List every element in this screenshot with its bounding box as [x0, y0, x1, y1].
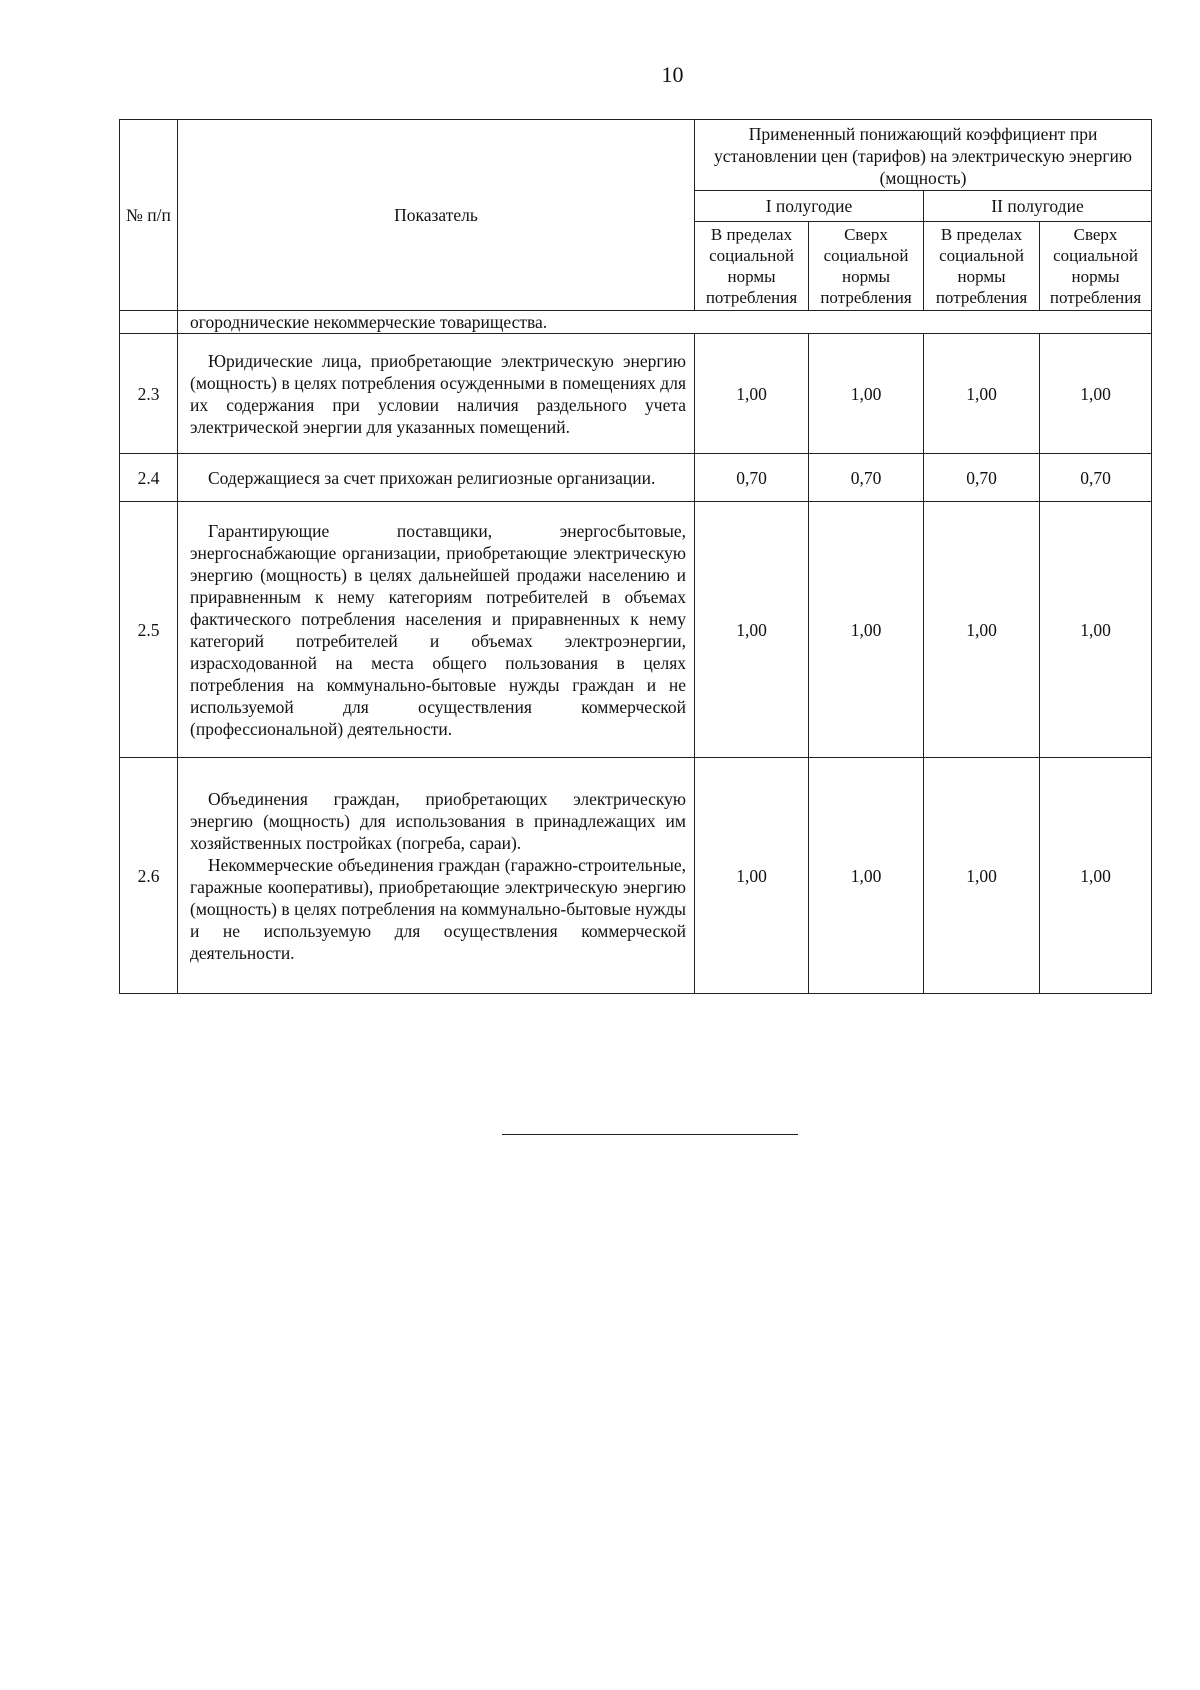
row-value: 1,00 — [924, 502, 1040, 758]
page-number: 10 — [661, 62, 684, 87]
table-row-continuation — [120, 311, 1152, 334]
row-value: 1,00 — [809, 334, 924, 454]
row-num: 2.6 — [120, 758, 178, 994]
header-h1-above: Сверх социальной нормы потребления — [809, 222, 924, 311]
header-h1-within: В пределах социальной нормы потребления — [695, 222, 809, 311]
row-value: 1,00 — [695, 334, 809, 454]
row-indicator-text: Гарантирующие поставщики, энергосбытовые, энергоснабжающие организации, приобретающие электрическую энергию (мощность) в целях дальнейшей продажи населению и приравненным к нему категориям потребителей в объемах фактического потребления населения и приравненных к нему категорий потребителей и объемах электроэнергии, израсходованной на места общего пользования в целях потребления на коммунально-бытовые нужды граждан и не используемой для осуществления коммерческой (профессиональной) деятельности. — [190, 520, 686, 739]
header-coefficient: Примененный понижающий коэффициент при установлении цен (тарифов) на электрическую энергию (мощность) — [695, 120, 1152, 191]
row-indicator — [178, 758, 695, 994]
row-value: 1,00 — [695, 502, 809, 758]
row-value: 1,00 — [1040, 758, 1152, 994]
row-indicator-text: Содержащиеся за счет прихожан религиозные организации. — [208, 467, 656, 488]
row-num — [120, 311, 178, 334]
header-row-1 — [120, 120, 1152, 191]
row-value: 1,00 — [809, 758, 924, 994]
row-value: 0,70 — [809, 454, 924, 502]
row-indicator-text: Юридические лица, приобретающие электрическую энергию (мощность) в целях потребления осужденными в помещениях для их содержания при условии наличия раздельного учета электрической энергии для указанных помещений. — [190, 350, 686, 437]
row-value: 0,70 — [695, 454, 809, 502]
row-indicator — [178, 454, 695, 502]
table-row — [120, 334, 1152, 454]
table-row — [120, 454, 1152, 502]
row-value: 1,00 — [924, 334, 1040, 454]
coefficient-table — [119, 119, 1152, 994]
row-indicator — [178, 334, 695, 454]
header-h2-above: Сверх социальной нормы потребления — [1040, 222, 1152, 311]
row-value: 0,70 — [924, 454, 1040, 502]
header-num: № п/п — [120, 120, 178, 311]
row-value: 1,00 — [809, 502, 924, 758]
row-indicator-text: Объединения граждан, приобретающих электрическую энергию (мощность) для использования в принадлежащих им хозяйственных постройках (погреба, сараи). — [190, 788, 686, 853]
row-num: 2.5 — [120, 502, 178, 758]
header-half-1: I полугодие — [695, 191, 924, 222]
header-h2-within: В пределах социальной нормы потребления — [924, 222, 1040, 311]
row-indicator-text: Некоммерческие объединения граждан (гаражно-строительные, гаражные кооперативы), приобретающие электрическую энергию (мощность) в целях потребления на коммунально-бытовые нужды и не используемую для осуществления коммерческой деятельности. — [190, 854, 686, 963]
header-half-2: II полугодие — [924, 191, 1152, 222]
table-row — [120, 502, 1152, 758]
row-num: 2.3 — [120, 334, 178, 454]
header-indicator: Показатель — [178, 120, 695, 311]
row-value: 1,00 — [1040, 502, 1152, 758]
row-value: 1,00 — [924, 758, 1040, 994]
row-value: 1,00 — [695, 758, 809, 994]
end-rule — [502, 1134, 798, 1135]
row-value: 0,70 — [1040, 454, 1152, 502]
row-num: 2.4 — [120, 454, 178, 502]
row-indicator: огороднические некоммерческие товарищества. — [178, 311, 1152, 334]
table-row — [120, 758, 1152, 994]
row-value: 1,00 — [1040, 334, 1152, 454]
row-indicator — [178, 502, 695, 758]
